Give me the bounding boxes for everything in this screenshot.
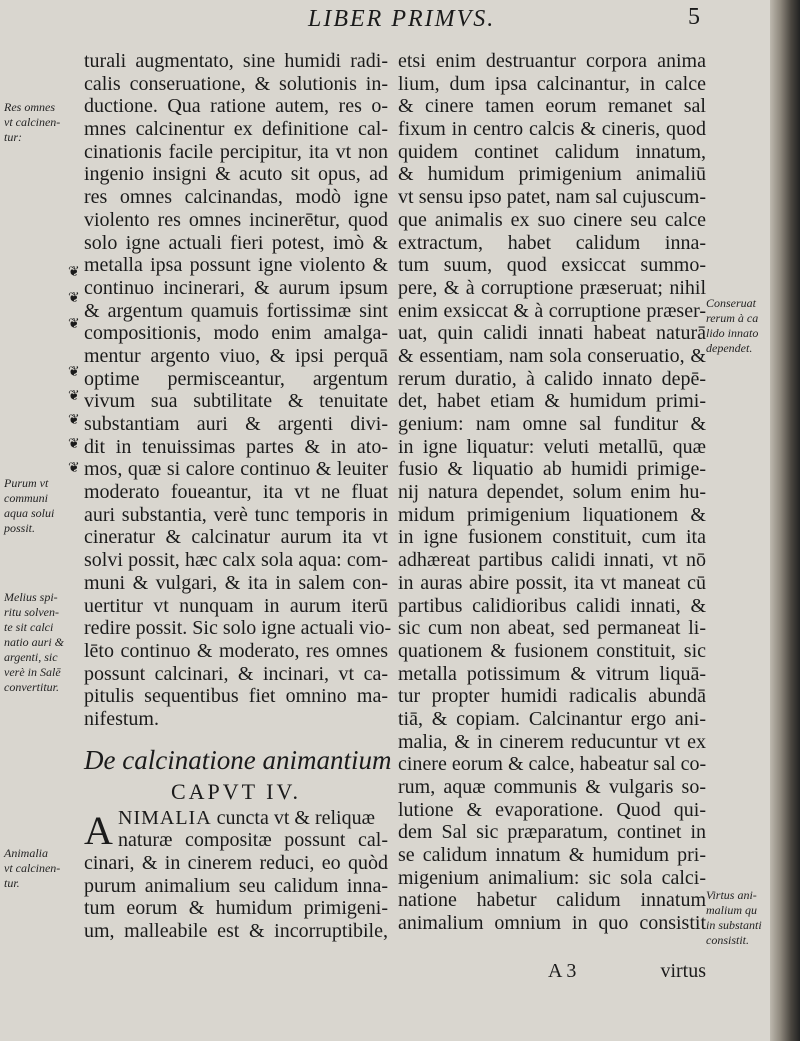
fleuron-icon: ❦: [68, 365, 80, 380]
text-line: tur propter humidi radicalis abundā: [398, 685, 706, 708]
text-line: cineratur & calcinatur aurum ita vt: [84, 526, 388, 549]
section-gap: [84, 731, 388, 743]
text-line: substantiam auri & argenti divi-: [84, 413, 388, 435]
text-line: pitulis sequentibus fiet omnino ma-: [84, 685, 388, 708]
fleuron-icon: ❦: [68, 437, 80, 452]
fleuron-icon: ❦: [68, 461, 80, 476]
text-line: adhæreat partibus calidi innati, vt nō: [398, 549, 706, 572]
text-line: lutione & evaporatione. Quod qui-: [398, 798, 706, 821]
text-line: solo igne actuali fieri potest, imò &: [84, 231, 388, 254]
text-line: malia, & in cinerem reducuntur vt ex: [398, 730, 706, 753]
section-heading: De calcinatione animantium: [84, 744, 392, 775]
text-line: moderato foueantur, ita vt ne fluat: [84, 481, 388, 504]
text-line: muni & vulgari, & ita in salem con-: [84, 571, 388, 594]
text-line: continuo incinerari, & aurum ipsum: [84, 276, 388, 299]
text-line: metalla potissimum & vitrum liquā-: [398, 662, 706, 685]
text-line: ingenio insigni & acuto sit opus, ad: [84, 163, 388, 186]
text-line: optime permisceantur, argentum: [84, 367, 388, 390]
text-line: res omnes calcinandas, modò igne: [84, 186, 388, 209]
page-footer: [398, 960, 706, 984]
text-line: vivum sua subtilitate & tenuitate: [84, 390, 388, 413]
margin-note-left: Purum vt communi aqua solui possit.: [4, 476, 55, 535]
text-line: naturæ compositæ possunt cal-: [118, 829, 388, 852]
running-head: [0, 4, 770, 34]
text-line: mos, quæ si calore continuo & leuiter: [84, 458, 388, 481]
text-line: compositionis, modo enim amalga-: [84, 322, 388, 345]
text-line: lium, dum ipsa calcinantur, in calce: [398, 72, 706, 95]
page-edge-shadow: [770, 0, 800, 1041]
text-line: nij natura dependet, solum enim hu-: [398, 481, 706, 504]
drop-cap: A: [84, 807, 113, 853]
text-line: partibus calidioribus calidi innati, &: [398, 594, 706, 617]
text-line: uat, quin calidi innati habeat naturā: [398, 322, 706, 345]
text-line: det, habet etiam & humidum primi-: [398, 390, 706, 413]
text-line: solvi possit, hæc calx sola aqua: com-: [84, 549, 388, 572]
text-line: lēto continuo & moderato, res omnes: [84, 639, 388, 662]
text-line: dit in tenuissimas partes & in ato-: [84, 435, 388, 458]
text-line: turali augmentato, sine humidi radi-: [84, 50, 388, 72]
text-line: quidem continet calidum innatum,: [398, 140, 706, 163]
text-line: se calidum innatum & humidum pri-: [398, 844, 706, 867]
text-line: quationem & fusionem constituit, sic: [398, 639, 706, 662]
text-line: auri substantia, verè tunc temporis in: [84, 503, 388, 526]
margin-note-left: Animalia vt calcinen- tur.: [4, 846, 61, 890]
text-line: enim exsiccat & à corruptione præser-: [398, 299, 706, 322]
opening-line-rest: cuncta vt & reliquæ: [211, 806, 375, 829]
left-column: [84, 50, 392, 943]
text-line: cinere eorum & calce, habeatur sal co-: [398, 753, 707, 776]
text-line: extractum, habet calidum inna-: [398, 231, 706, 254]
opening-word: [84, 807, 375, 829]
text-line: tiā, & copiam. Calcinantur ergo ani-: [398, 707, 706, 730]
text-line: que animalis ex suo cinere seu calce: [398, 208, 706, 231]
text-line: possunt calcinari, & incinari, vt ca-: [84, 662, 388, 685]
text-line: midum primigenium liquationem &: [398, 503, 706, 526]
opening-word-text: NIMALIA: [118, 806, 212, 829]
text-line: sic cum non abeat, sed permaneat li-: [398, 617, 706, 640]
running-title: LIBER PRIMVS.: [308, 6, 496, 32]
fleuron-icon: ❦: [68, 265, 80, 280]
fleuron-icon: ❦: [68, 413, 80, 428]
text-line: dem Sal sic præparatum, continet in: [398, 821, 706, 844]
text-line: & essentiam, nam sola conseruatio, &: [398, 344, 706, 367]
fleuron-icon: ❦: [68, 389, 80, 404]
text-line: cinationis facile percipitur, ita vt non: [84, 140, 388, 163]
text-line: in igne liquatur: veluti metallū, quæ: [398, 435, 706, 458]
text-line: etsi enim destruantur corpora anima: [398, 50, 706, 72]
text-line: natione habetur calidum innatum: [398, 889, 706, 912]
text-line: uertitur vt nunquam in aurum iterū: [84, 594, 388, 617]
text-line: metalla ipsa possunt igne violento &: [84, 254, 388, 277]
text-line: rerum duratio, à calido innato depē-: [398, 367, 706, 390]
text-line: calis conseruatione, & solutionis in-: [84, 72, 388, 95]
text-line: tum eorum & humidum primigeni-: [84, 897, 388, 920]
margin-note-right: Virtus ani- malium qu in substanti consistit.: [706, 888, 762, 947]
fleuron-icon: ❦: [68, 317, 80, 332]
margin-note-left: Melius spi- ritu solven- te sit calci natio auri & argenti, sic verè in Salē convertitur.: [4, 590, 65, 694]
text-line: vt sensu ipso patet, nam sal cujuscum-: [398, 186, 706, 209]
text-line: mentur argento viuo, & ipsi perquā: [84, 344, 388, 367]
margin-note-right: Conseruat rerum à ca lido innato dependet.: [706, 296, 759, 355]
text-line: purum animalium seu calidum inna-: [84, 874, 388, 897]
text-line: in auras abire possit, ita vt maneat cū: [398, 571, 706, 594]
text-line: tum suum, quod exsiccat summo-: [398, 254, 706, 277]
text-line: redire possit. Sic solo igne actuali vio-: [84, 617, 392, 640]
text-line: rum, aquæ communis & vulgaris so-: [398, 776, 706, 798]
text-line: fixum in centro calcis & cineris, quod: [398, 118, 706, 141]
right-column: [398, 50, 706, 935]
text-line: & cinere tamen eorum remanet sal: [398, 95, 706, 118]
margin-note-left: Res omnes vt calcinen- tur:: [4, 100, 61, 144]
text-line: nifestum.: [84, 707, 159, 730]
text-line: in igne fusionem constituit, cum ita: [398, 526, 706, 549]
text-line: & humidum primigenium animaliū: [398, 163, 706, 186]
fleuron-icon: ❦: [68, 291, 80, 306]
text-line: violento res omnes incinerētur, quod: [84, 208, 388, 231]
text-line: um, malleabile est & incorruptibile,: [84, 920, 388, 943]
chapter-heading: CAPVT IV.: [170, 778, 302, 804]
text-line: & argentum quamuis fortissimæ sint: [84, 299, 388, 322]
text-line: migenium animalium: sic sola calci-: [398, 866, 706, 889]
signature-mark: A 3: [548, 960, 577, 982]
text-line: genium: nam omne sal funditur &: [398, 413, 706, 435]
text-line: fusio & liquatio ab humidi primige-: [398, 458, 706, 481]
text-line: ductione. Qua ratione autem, res o-: [84, 95, 388, 118]
text-line: mnes calcinentur ex definitione cal-: [84, 118, 388, 141]
catchword: virtus: [660, 960, 706, 982]
text-line: pere, & à corruptione præseruat; nihil: [398, 276, 706, 299]
text-line: animalium omnium in quo consistit: [398, 912, 706, 935]
page-number: 5: [688, 4, 700, 30]
text-line: cinari, & in cinerem reduci, eo quòd: [84, 852, 388, 874]
